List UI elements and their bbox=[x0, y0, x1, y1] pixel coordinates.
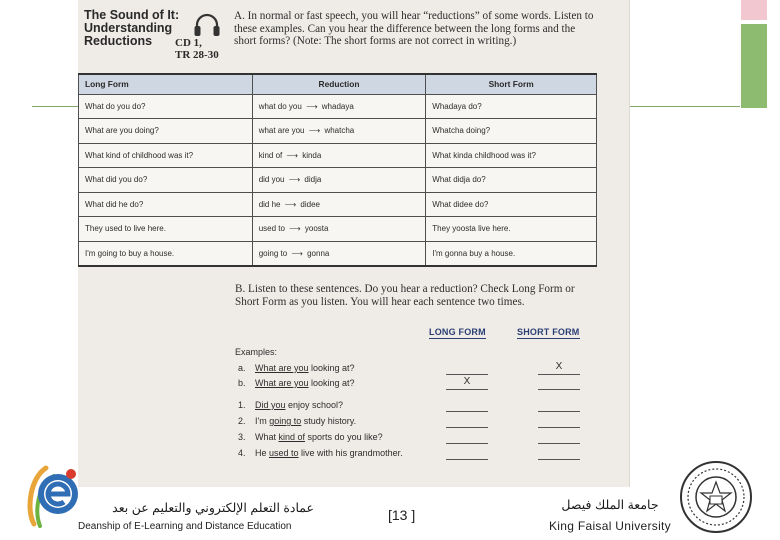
reduction-from: what are you bbox=[258, 126, 305, 136]
part-a-instruction: A. In normal or fast speech, you will hear “reductions” of some words. Listen to these examples. Can you hear the difference between the long forms and the short forms? (Note: The short forms are not correct in writing.) bbox=[234, 10, 594, 48]
long-form-blank[interactable] bbox=[446, 459, 488, 460]
cell-reduction bbox=[252, 241, 426, 266]
cell-reduction bbox=[252, 217, 426, 242]
elearning-logo-icon bbox=[24, 458, 84, 530]
item-number: b. bbox=[238, 378, 246, 388]
page-number: [13 ] bbox=[388, 507, 416, 523]
decor-line-left bbox=[32, 106, 80, 107]
item-text: What kind of sports do you like? bbox=[255, 432, 383, 442]
arrow-right-icon: ⟶ bbox=[289, 224, 301, 234]
arrow-right-icon: ⟶ bbox=[306, 101, 318, 111]
cd-track-label bbox=[175, 37, 219, 61]
reduction-from: what do you bbox=[258, 101, 302, 111]
cell-reduction bbox=[252, 94, 426, 119]
reductions-table bbox=[78, 73, 597, 267]
question-row bbox=[238, 448, 618, 462]
university-seal-icon bbox=[679, 460, 753, 534]
cell-long-form: I'm going to buy a house. bbox=[79, 241, 253, 266]
header-short-form: Short Form bbox=[426, 74, 597, 94]
table-row bbox=[79, 119, 597, 144]
reduction-to: didee bbox=[300, 199, 320, 209]
short-form-blank[interactable] bbox=[538, 374, 580, 375]
short-form-blank[interactable] bbox=[538, 427, 580, 428]
table-row bbox=[79, 217, 597, 242]
cell-long-form: What kind of childhood was it? bbox=[79, 143, 253, 168]
reduction-to: whadaya bbox=[321, 101, 354, 111]
cd-label: CD 1, bbox=[175, 37, 202, 49]
underlined-phrase: kind of bbox=[278, 432, 306, 442]
item-number: 1. bbox=[238, 400, 246, 410]
column-header-short-form: SHORT FORM bbox=[517, 327, 580, 337]
short-form-blank[interactable] bbox=[538, 459, 580, 460]
example-row bbox=[238, 378, 618, 392]
university-name-english: King Faisal University bbox=[549, 519, 671, 533]
reduction-to: gonna bbox=[307, 248, 330, 258]
table-header-row bbox=[79, 74, 597, 94]
cell-reduction bbox=[252, 119, 426, 144]
cell-short-form: What didja do? bbox=[426, 168, 597, 193]
long-form-check-mark: X bbox=[463, 376, 471, 387]
long-form-blank[interactable] bbox=[446, 443, 488, 444]
table-row bbox=[79, 192, 597, 217]
part-b-instruction: B. Listen to these sentences. Do you hear a reduction? Check Long Form or Short Form as you listen. You will hear each sentence two times. bbox=[235, 283, 575, 308]
university-name-arabic: جامعة الملك فيصل bbox=[561, 498, 659, 512]
table-row bbox=[79, 94, 597, 119]
short-form-blank[interactable] bbox=[538, 411, 580, 412]
cell-short-form: I'm gonna buy a house. bbox=[426, 241, 597, 266]
cell-reduction bbox=[252, 192, 426, 217]
arrow-right-icon: ⟶ bbox=[291, 248, 303, 258]
cell-long-form: They used to live here. bbox=[79, 217, 253, 242]
column-header-long-form: LONG FORM bbox=[429, 327, 486, 337]
reduction-to: yoosta bbox=[304, 224, 329, 234]
cell-short-form: What kinda childhood was it? bbox=[426, 143, 597, 168]
cell-reduction bbox=[252, 143, 426, 168]
reduction-from: kind of bbox=[258, 150, 283, 160]
table-row bbox=[79, 143, 597, 168]
item-text: What are you looking at? bbox=[255, 363, 355, 373]
underlined-phrase: used to bbox=[269, 448, 299, 458]
underlined-phrase: going to bbox=[269, 416, 302, 426]
item-text: I'm going to study history. bbox=[255, 416, 357, 426]
section-title: The Sound of It: Understanding Reductions bbox=[84, 8, 180, 48]
cell-short-form: What didee do? bbox=[426, 192, 597, 217]
question-row bbox=[238, 432, 618, 446]
long-form-blank[interactable] bbox=[446, 427, 488, 428]
header-reduction: Reduction bbox=[252, 74, 426, 94]
item-number: 3. bbox=[238, 432, 246, 442]
cell-long-form: What are you doing? bbox=[79, 119, 253, 144]
decor-pink-block bbox=[741, 0, 767, 20]
reduction-from: going to bbox=[258, 248, 288, 258]
header-long-form: Long Form bbox=[79, 74, 253, 94]
deanship-name-arabic: عمادة التعلم الإلكتروني والتعليم عن بعد bbox=[112, 501, 314, 515]
reduction-to: kinda bbox=[302, 150, 322, 160]
long-form-blank[interactable] bbox=[446, 374, 488, 375]
cell-reduction bbox=[252, 168, 426, 193]
item-text: He used to live with his grandmother. bbox=[255, 448, 403, 458]
reduction-to: whatcha bbox=[324, 126, 355, 136]
table-row bbox=[79, 241, 597, 266]
reduction-from: did you bbox=[258, 175, 285, 185]
cell-long-form: What did you do? bbox=[79, 168, 253, 193]
headphones-icon bbox=[192, 12, 222, 38]
reduction-from: did he bbox=[258, 199, 281, 209]
underlined-phrase: Did you bbox=[255, 400, 286, 410]
underlined-phrase: What are you bbox=[255, 378, 309, 388]
item-number: 4. bbox=[238, 448, 246, 458]
cell-short-form: Whadaya do? bbox=[426, 94, 597, 119]
arrow-right-icon: ⟶ bbox=[288, 175, 301, 185]
reduction-to: didja bbox=[304, 175, 322, 185]
short-form-check-mark: X bbox=[555, 361, 563, 372]
arrow-right-icon: ⟶ bbox=[284, 199, 297, 209]
cell-long-form: What did he do? bbox=[79, 192, 253, 217]
decor-green-block bbox=[741, 24, 767, 108]
cell-short-form: Whatcha doing? bbox=[426, 119, 597, 144]
item-text: What are you looking at? bbox=[255, 378, 355, 388]
long-form-blank[interactable] bbox=[446, 389, 488, 390]
arrow-right-icon: ⟶ bbox=[308, 126, 321, 136]
item-text: Did you enjoy school? bbox=[255, 400, 344, 410]
question-row bbox=[238, 416, 618, 430]
long-form-blank[interactable] bbox=[446, 411, 488, 412]
table-row bbox=[79, 168, 597, 193]
cell-long-form: What do you do? bbox=[79, 94, 253, 119]
item-number: 2. bbox=[238, 416, 246, 426]
scanned-book-page bbox=[78, 0, 630, 487]
underlined-phrase: What are you bbox=[255, 363, 309, 373]
arrow-right-icon: ⟶ bbox=[286, 150, 298, 160]
examples-label: Examples: bbox=[235, 347, 278, 357]
example-row bbox=[238, 363, 618, 377]
item-number: a. bbox=[238, 363, 246, 373]
question-row bbox=[238, 400, 618, 414]
short-form-blank[interactable] bbox=[538, 443, 580, 444]
reduction-from: used to bbox=[258, 224, 285, 234]
cell-short-form: They yoosta live here. bbox=[426, 217, 597, 242]
short-form-blank[interactable] bbox=[538, 389, 580, 390]
track-label: TR 28-30 bbox=[175, 49, 219, 61]
deanship-name-english: Deanship of E-Learning and Distance Education bbox=[78, 521, 292, 532]
